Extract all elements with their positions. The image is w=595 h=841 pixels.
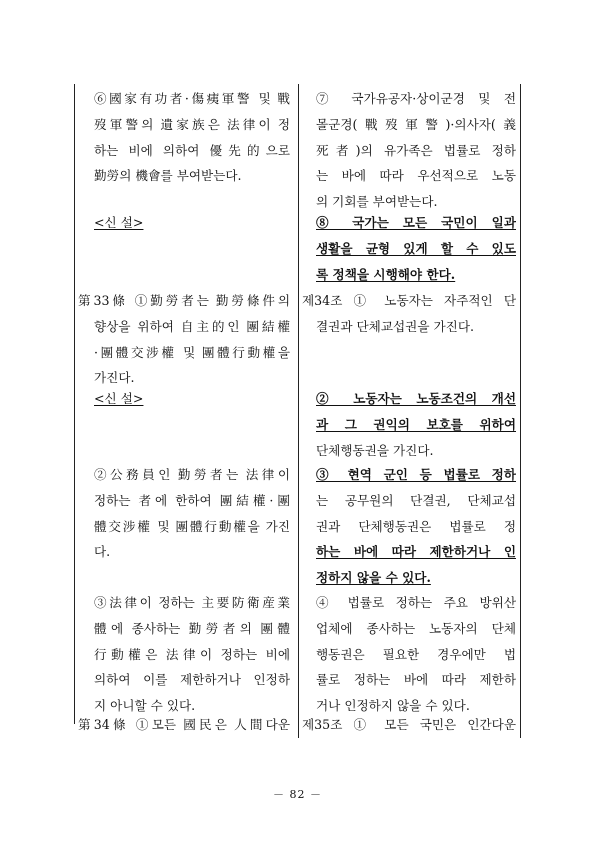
text-line: 는 공무원의 단결권, 단체교섭: [316, 492, 516, 508]
right-paragraph-2: [316, 386, 516, 463]
text-line: 제34조 ① 노동자는 자주적인 단: [302, 293, 516, 308]
left-border-rule: [74, 84, 75, 724]
text-line: 제35조 ① 모든 국민은 인간다운: [302, 717, 516, 732]
right-article-34: [302, 288, 516, 340]
text-line: 勤勞의 機會를 부여받는다.: [94, 168, 242, 184]
text-line: 의하여 이를 제한하거나 인정하: [94, 672, 290, 688]
text-line: ·團體交涉權 및 團體行動權을: [94, 344, 290, 360]
left-paragraph-6: [94, 86, 290, 189]
text-line: 지 아니할 수 있다.: [94, 698, 196, 714]
right-paragraph-8: [316, 210, 516, 287]
text-line: 體에 종사하는 勤勞者의 團體: [94, 620, 290, 636]
text-line: 第34條 ①모든 國民은 人間다운: [78, 717, 290, 732]
middle-divider-rule: [298, 84, 299, 738]
text-line: 하는 비에 의하여 優先的으로: [94, 142, 290, 158]
text-line: 률로 정하는 바에 따라 제한하: [316, 672, 516, 688]
text-line: 몰군경(戰歿軍警)·의사자(義: [316, 116, 516, 132]
text-line: <신 설>: [94, 391, 144, 406]
text-line: 다.: [94, 544, 111, 560]
left-paragraph-2: [94, 462, 290, 565]
text-line: 하는 바에 따라 제한하거나 인: [316, 544, 516, 560]
text-line: ④ 법률로 정하는 주요 방위산: [316, 595, 516, 610]
text-line: 의 기회를 부여받는다.: [316, 194, 438, 210]
text-line: 死者)의 유가족은 법률로 정하: [316, 142, 516, 158]
text-line: 과 그 권익의 보호를 위하여: [316, 416, 516, 432]
text-line: 향상을 위하여 自主的인 團結權: [94, 318, 290, 334]
text-line: 생활을 균형 있게 할 수 있도: [316, 240, 516, 256]
text-line: ② 노동자는 노동조건의 개선: [316, 391, 516, 406]
right-article-35: [302, 712, 516, 738]
text-line: 정하는 者에 한하여 團結權·團: [94, 492, 290, 508]
text-line: ③法律이 정하는 主要防衛産業: [94, 595, 290, 610]
text-line: 록 정책을 시행해야 한다.: [316, 266, 456, 282]
text-line: 體交涉權 및 團體行動權을 가진: [94, 518, 290, 534]
right-paragraph-4: [316, 590, 516, 719]
left-article-33: [78, 288, 290, 391]
text-line: 거나 인정하지 않을 수 있다.: [316, 698, 470, 714]
text-line: 는 바에 따라 우선적으로 노동: [316, 168, 516, 184]
text-line: ⑧ 국가는 모든 국민이 일과: [316, 215, 516, 230]
left-new-note-1: [94, 210, 290, 236]
text-line: 결권과 단체교섭권을 가진다.: [316, 318, 474, 334]
text-line: 권과 단체행동권은 법률로 정: [316, 518, 516, 534]
right-border-rule: [520, 84, 521, 738]
text-line: 업체에 종사하는 노동자의 단체: [316, 620, 516, 636]
right-paragraph-7: [316, 86, 516, 215]
text-line: 단체행동권을 가진다.: [316, 442, 434, 458]
text-line: <신 설>: [94, 215, 144, 230]
text-line: ⑦ 국가유공자·상이군경 및 전: [316, 91, 516, 106]
left-article-34: [78, 712, 290, 738]
text-line: 歿軍警의 遺家族은 法律이 정: [94, 116, 290, 132]
left-paragraph-3: [94, 590, 290, 719]
text-line: 第33條 ①勤勞者는 勤勞條件의: [78, 293, 290, 308]
text-line: ②公務員인 勤勞者는 法律이: [94, 467, 290, 482]
text-line: 行動權은 法律이 정하는 비에: [94, 646, 290, 662]
left-new-note-2: [94, 386, 290, 412]
text-line: 정하지 않을 수 있다.: [316, 570, 431, 586]
text-line: 가진다.: [94, 370, 135, 386]
page-number: － 82 －: [273, 788, 322, 801]
text-line: ⑥國家有功者·傷痍軍警 및 戰: [94, 91, 290, 106]
text-line: ③ 현역 군인 등 법률로 정하: [316, 467, 516, 482]
text-line: 행동권은 필요한 경우에만 법: [316, 646, 516, 662]
right-paragraph-3: [316, 462, 516, 591]
